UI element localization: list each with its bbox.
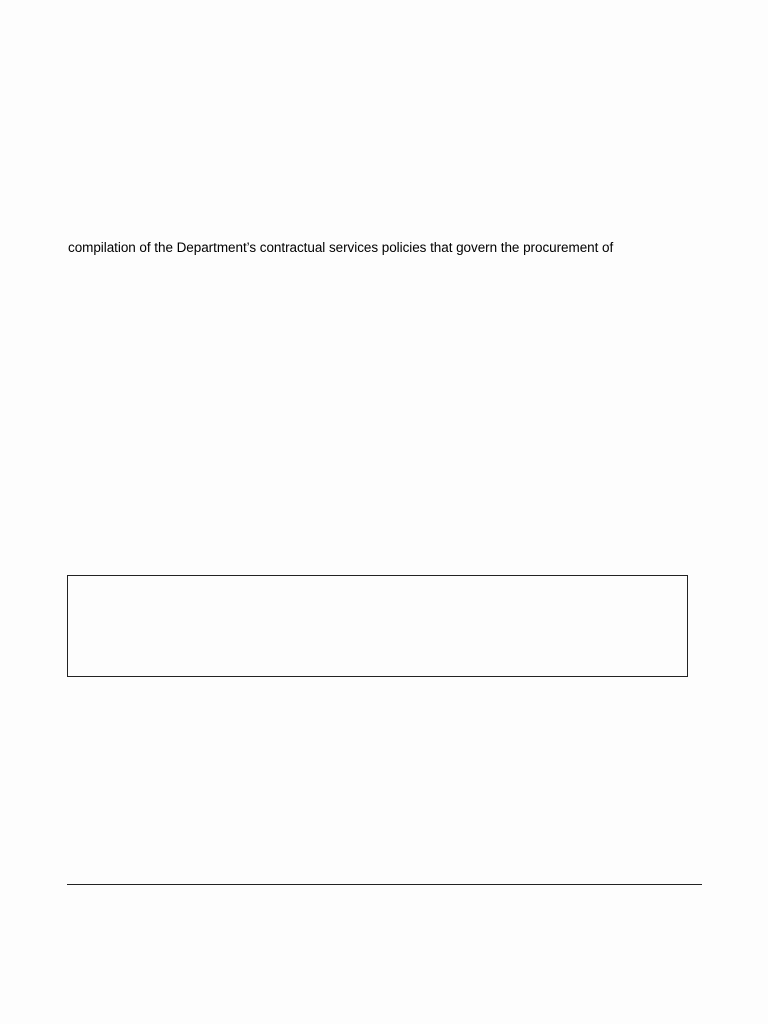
footer-separator-line bbox=[67, 884, 702, 885]
body-text-line: compilation of the Department’s contractual services policies that govern the procurement of bbox=[68, 240, 614, 255]
bordered-text-box bbox=[67, 575, 688, 677]
